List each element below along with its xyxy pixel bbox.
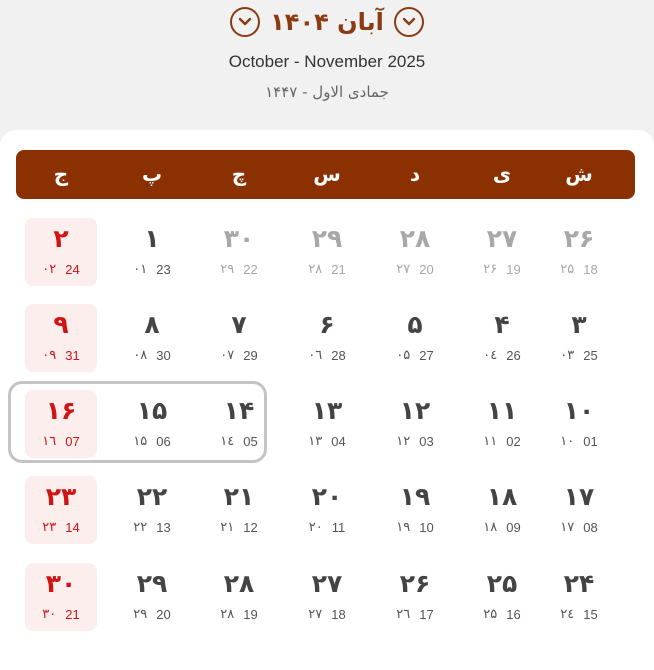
secondary-dates (466, 434, 538, 450)
hijri-day-number: ۲۹ (220, 262, 235, 277)
persian-day-number: ۱۰ (563, 396, 595, 425)
secondary-dates (291, 434, 363, 450)
day-cell[interactable] (291, 304, 363, 372)
secondary-dates (379, 262, 451, 278)
hijri-day-number: ۰۳ (560, 348, 575, 363)
persian-day-number: ۳۰ (45, 569, 77, 598)
hijri-day-number: ۲۵ (560, 262, 575, 277)
persian-day-number: ۲۷ (486, 224, 518, 253)
month-title: آبان ۱۴۰۴ (270, 8, 384, 36)
gregorian-day-number: 18 (331, 607, 346, 622)
gregorian-day-number: 16 (506, 607, 521, 622)
hijri-day-number: ۱۸ (483, 520, 498, 535)
hijri-day-number: ۰۱ (133, 262, 148, 277)
secondary-dates (543, 262, 615, 278)
secondary-dates (379, 348, 451, 364)
secondary-dates (466, 262, 538, 278)
day-cell[interactable] (25, 304, 97, 372)
secondary-dates (291, 348, 363, 364)
persian-day-number: ۲۹ (136, 569, 168, 598)
gregorian-day-number: 13 (156, 520, 171, 535)
gregorian-day-number: 07 (65, 434, 80, 449)
hijri-day-number: ۱٦ (42, 434, 57, 449)
day-cell[interactable] (543, 304, 615, 372)
secondary-dates (291, 520, 363, 536)
day-cell[interactable] (543, 563, 615, 631)
hijri-day-number: ۱۳ (308, 434, 323, 449)
hijri-day-number: ۰٦ (308, 348, 323, 363)
persian-day-number: ۲۴ (563, 569, 595, 598)
persian-day-number: ۱۲ (399, 396, 431, 425)
hijri-day-number: ۲٤ (560, 607, 575, 622)
persian-day-number: ۱۱ (486, 396, 518, 425)
hijri-day-number: ۱٤ (220, 434, 235, 449)
gregorian-day-number: 28 (331, 348, 346, 363)
day-cell[interactable] (25, 476, 97, 544)
secondary-dates (379, 607, 451, 623)
hijri-day-number: ۲۱ (220, 520, 235, 535)
hijri-day-number: ۳۰ (42, 607, 57, 622)
day-cell[interactable] (116, 476, 188, 544)
gregorian-range: October - November 2025 (228, 52, 426, 71)
day-cell[interactable] (379, 218, 451, 286)
day-cell[interactable] (203, 218, 275, 286)
weekday-label: پ (141, 162, 163, 186)
day-cell[interactable] (543, 476, 615, 544)
day-cell[interactable] (25, 218, 97, 286)
hijri-day-number: ۰۵ (396, 348, 411, 363)
secondary-dates (543, 607, 615, 623)
persian-day-number: ۳۰ (223, 224, 255, 253)
hijri-day-number: ۰۸ (133, 348, 148, 363)
hijri-day-number: ۱۵ (133, 434, 148, 449)
weekday-header (16, 150, 635, 199)
persian-day-number: ۲۵ (486, 569, 518, 598)
gregorian-day-number: 12 (243, 520, 258, 535)
chevron-down-icon[interactable] (394, 7, 424, 37)
gregorian-day-number: 27 (419, 348, 434, 363)
day-cell[interactable] (203, 563, 275, 631)
day-cell[interactable] (116, 304, 188, 372)
weekday-label: ی (492, 162, 512, 186)
gregorian-day-number: 22 (243, 262, 258, 277)
hijri-day-number: ۰۹ (42, 348, 57, 363)
secondary-dates (116, 607, 188, 623)
weekday-label: ش (565, 162, 593, 186)
hijri-day-number: ۰۷ (220, 348, 235, 363)
gregorian-day-number: 25 (583, 348, 598, 363)
secondary-dates (25, 607, 97, 623)
persian-day-number: ۱۶ (45, 396, 77, 425)
persian-day-number: ۲ (53, 224, 69, 253)
persian-day-number: ۲۸ (399, 224, 431, 253)
day-cell[interactable] (543, 390, 615, 458)
hijri-day-number: ۲۳ (42, 520, 57, 535)
weekday-label: د (409, 162, 421, 186)
day-cell[interactable] (466, 476, 538, 544)
gregorian-day-number: 03 (419, 434, 434, 449)
calendar-header (0, 0, 654, 130)
day-cell[interactable] (379, 304, 451, 372)
gregorian-day-number: 14 (65, 520, 80, 535)
persian-day-number: ۱۸ (486, 482, 518, 511)
persian-day-number: ۳ (571, 310, 587, 339)
day-cell[interactable] (379, 476, 451, 544)
persian-day-number: ۲۷ (311, 569, 343, 598)
hijri-day-number: ۲۸ (220, 607, 235, 622)
hijri-range: جمادی الاول - ۱۴۴۷ (265, 83, 389, 101)
secondary-dates (116, 262, 188, 278)
persian-day-number: ۲۰ (311, 482, 343, 511)
secondary-dates (116, 348, 188, 364)
day-cell[interactable] (25, 563, 97, 631)
hijri-day-number: ۱۲ (396, 434, 411, 449)
secondary-dates (291, 607, 363, 623)
secondary-dates (543, 434, 615, 450)
gregorian-day-number: 19 (243, 607, 258, 622)
persian-day-number: ۱۵ (136, 396, 168, 425)
gregorian-day-number: 20 (419, 262, 434, 277)
persian-day-number: ۲۶ (563, 224, 595, 253)
gregorian-day-number: 19 (506, 262, 521, 277)
gregorian-day-number: 02 (506, 434, 521, 449)
secondary-dates (379, 520, 451, 536)
persian-day-number: ۹ (53, 310, 69, 339)
hijri-day-number: ۲۹ (133, 607, 148, 622)
hijri-day-number: ۲۷ (396, 262, 411, 277)
day-cell[interactable] (203, 476, 275, 544)
gregorian-day-number: 05 (243, 434, 258, 449)
persian-day-number: ۲۶ (399, 569, 431, 598)
gregorian-day-number: 15 (583, 607, 598, 622)
gregorian-day-number: 29 (243, 348, 258, 363)
secondary-dates (379, 434, 451, 450)
day-cell[interactable] (291, 390, 363, 458)
gregorian-day-number: 08 (583, 520, 598, 535)
secondary-dates (25, 348, 97, 364)
persian-day-number: ۲۸ (223, 569, 255, 598)
gregorian-day-number: 21 (65, 607, 80, 622)
weekday-label: س (313, 162, 341, 186)
day-cell[interactable] (291, 218, 363, 286)
day-cell[interactable] (379, 563, 451, 631)
persian-day-number: ۱۷ (563, 482, 595, 511)
hijri-day-number: ۲۰ (308, 520, 323, 535)
gregorian-day-number: 31 (65, 348, 80, 363)
gregorian-day-number: 21 (331, 262, 346, 277)
secondary-dates (116, 520, 188, 536)
secondary-dates (466, 348, 538, 364)
hijri-day-number: ۱۱ (483, 434, 498, 449)
gregorian-day-number: 04 (331, 434, 346, 449)
day-cell[interactable] (291, 563, 363, 631)
day-cell[interactable] (543, 218, 615, 286)
secondary-dates (291, 262, 363, 278)
hijri-day-number: ۲۸ (308, 262, 323, 277)
hijri-day-number: ۲۷ (308, 607, 323, 622)
hijri-day-number: ۰۲ (42, 262, 57, 277)
persian-day-number: ۲۲ (136, 482, 168, 511)
gregorian-day-number: 20 (156, 607, 171, 622)
day-cell[interactable] (379, 390, 451, 458)
hijri-day-number: ۱۷ (560, 520, 575, 535)
hijri-day-number: ۲٦ (396, 607, 411, 622)
weekday-label: چ (231, 162, 247, 186)
secondary-dates (466, 520, 538, 536)
secondary-dates (543, 520, 615, 536)
secondary-dates (203, 607, 275, 623)
day-cell[interactable] (466, 563, 538, 631)
persian-day-number: ۱۳ (311, 396, 343, 425)
persian-day-number: ۲۳ (45, 482, 77, 511)
gregorian-day-number: 24 (65, 262, 80, 277)
secondary-dates (25, 520, 97, 536)
day-cell[interactable] (116, 218, 188, 286)
secondary-dates (466, 607, 538, 623)
day-cell[interactable] (291, 476, 363, 544)
gregorian-day-number: 23 (156, 262, 171, 277)
persian-day-number: ۸ (144, 310, 160, 339)
secondary-dates (25, 262, 97, 278)
persian-day-number: ۴ (494, 310, 510, 339)
hijri-day-number: ۰٤ (483, 348, 498, 363)
month-nav (0, 4, 654, 40)
hijri-day-number: ۲۲ (133, 520, 148, 535)
gregorian-day-number: 30 (156, 348, 171, 363)
day-cell[interactable] (466, 390, 538, 458)
gregorian-day-number: 26 (506, 348, 521, 363)
hijri-day-number: ۱۰ (560, 434, 575, 449)
gregorian-day-number: 17 (419, 607, 434, 622)
secondary-dates (203, 262, 275, 278)
day-cell[interactable] (116, 563, 188, 631)
persian-day-number: ۱۹ (399, 482, 431, 511)
selected-range (8, 381, 267, 463)
persian-day-number: ۲۹ (311, 224, 343, 253)
persian-day-number: ۷ (231, 310, 247, 339)
day-cell[interactable] (466, 218, 538, 286)
gregorian-day-number: 11 (331, 520, 346, 535)
secondary-dates (203, 520, 275, 536)
day-cell[interactable] (203, 304, 275, 372)
day-cell[interactable] (466, 304, 538, 372)
persian-day-number: ۲۱ (223, 482, 255, 511)
gregorian-day-number: 18 (583, 262, 598, 277)
hijri-day-number: ۲۵ (483, 607, 498, 622)
hijri-day-number: ۲۶ (483, 262, 498, 277)
gregorian-day-number: 06 (156, 434, 171, 449)
persian-day-number: ۵ (407, 310, 423, 339)
gregorian-day-number: 09 (506, 520, 521, 535)
persian-day-number: ۶ (319, 310, 335, 339)
secondary-dates (203, 348, 275, 364)
gregorian-day-number: 01 (583, 434, 598, 449)
chevron-down-icon[interactable] (230, 7, 260, 37)
gregorian-day-number: 10 (419, 520, 434, 535)
weekday-label: ج (53, 162, 69, 186)
hijri-day-number: ۱۹ (396, 520, 411, 535)
persian-day-number: ۱ (144, 224, 160, 253)
secondary-dates (543, 348, 615, 364)
persian-day-number: ۱۴ (223, 396, 255, 425)
